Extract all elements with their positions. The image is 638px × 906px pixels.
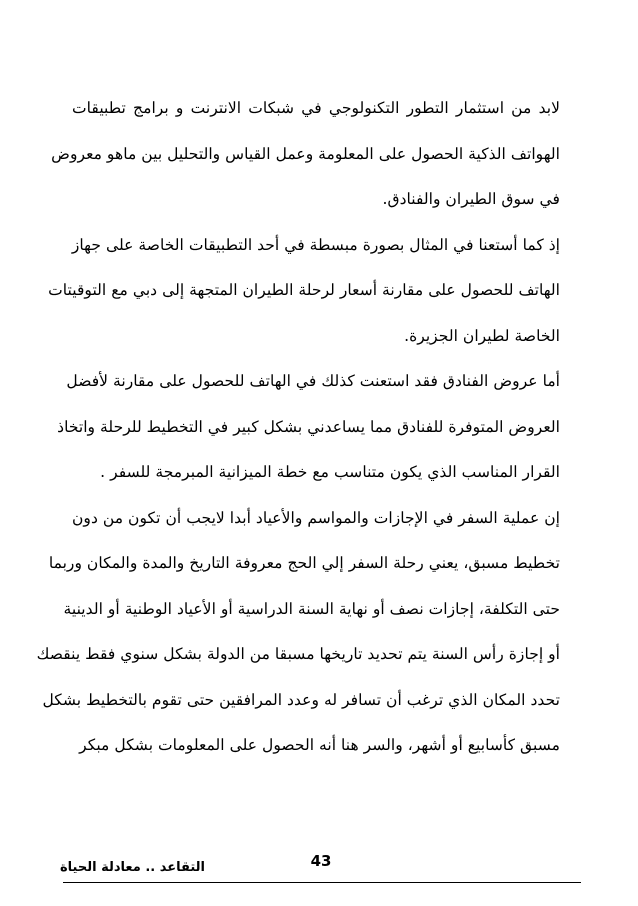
paragraph-1 (51, 86, 560, 223)
page-number: 43 (310, 852, 332, 870)
page-footer (0, 846, 638, 886)
text-line: أما عروض الفنادق فقد استعنت كذلك في الهاتف للحصول على مقارنة لأفضل (66, 372, 560, 390)
paragraph-2 (48, 223, 560, 360)
text-line: الخاصة لطيران الجزيرة. (404, 326, 560, 345)
page-body (36, 86, 560, 769)
text-line: القرار المناسب الذي يكون متناسب مع خطة الميزانية المبرمجة للسفر . (100, 463, 560, 481)
text-line: العروض المتوفرة للفنادق مما يساعدني بشكل كبير في التخطيط للرحلة واتخاذ (57, 417, 560, 436)
text-line: حتى التكلفة، إجازات نصف أو نهاية السنة الدراسية أو الأعياد الوطنية أو الدينية (63, 599, 560, 618)
text-line: في سوق الطيران والفنادق. (382, 190, 560, 208)
paragraph-4 (36, 496, 560, 769)
text-line: الهاتف للحصول على مقارنة أسعار لرحلة الطيران المتجهة إلى دبي مع التوقيتات (48, 281, 560, 299)
text-line: تحدد المكان الذي ترغب أن تسافر له وعدد المرافقين حتى تقوم بالتخطيط بشكل (42, 690, 560, 709)
paragraph-3 (57, 359, 560, 496)
text-line: أو إجازة رأس السنة يتم تحديد تاريخها مسبقا من الدولة بشكل سنوي فقط ينقصك (36, 645, 560, 663)
text-line: لابد من استثمار التطور التكنولوجي في شبكات الانترنت و برامج تطبيقات (72, 99, 560, 117)
text-line: إن عملية السفر في الإجازات والمواسم والأعياد أبدا لايجب أن تكون من دون (71, 508, 560, 527)
footer-divider (63, 882, 581, 883)
text-line: الهواتف الذكية الحصول على المعلومة وعمل القياس والتحليل بين ماهو معروض (51, 144, 560, 163)
text-line: تخطيط مسبق، يعني رحلة السفر إلي الحج معروفة التاريخ والمدة والمكان وربما (48, 554, 560, 572)
text-line: إذ كما أستعنا في المثال بصورة مبسطة في أحد التطبيقات الخاصة على جهاز (71, 235, 560, 254)
running-title: التقاعد .. معادلة الحياة (60, 860, 205, 875)
text-line: مسبق كأسابيع أو أشهر، والسر هنا أنه الحصول على المعلومات بشكل مبكر (79, 736, 560, 754)
